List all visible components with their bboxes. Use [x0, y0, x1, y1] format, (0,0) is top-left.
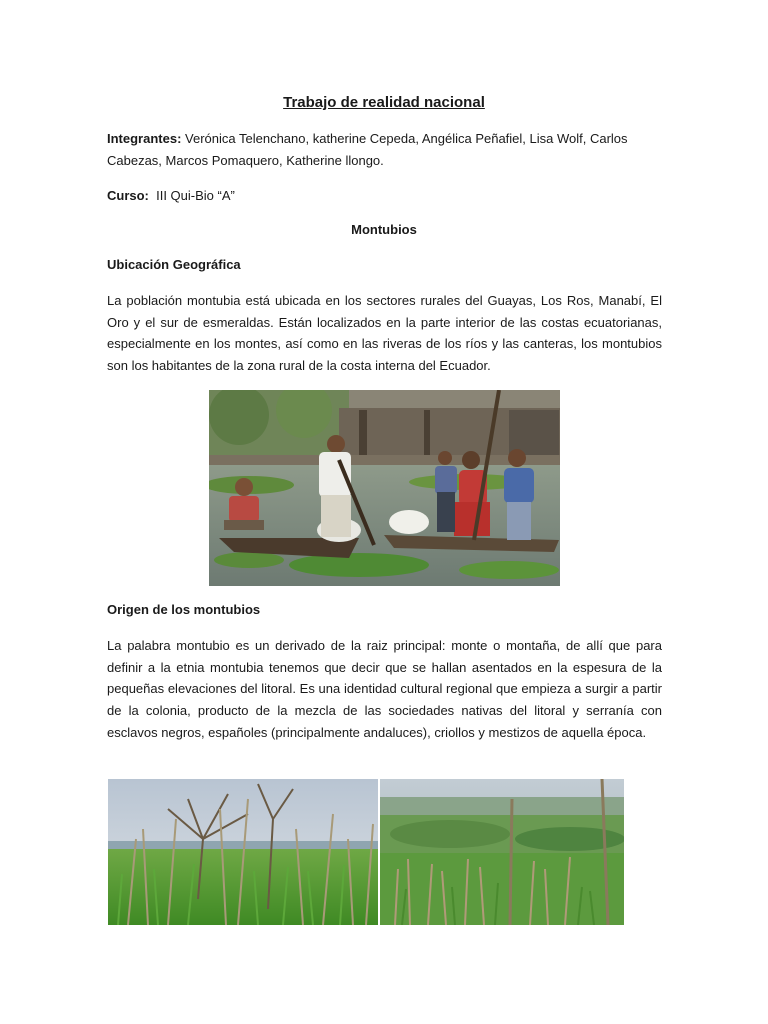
curso-label: Curso: — [107, 188, 149, 203]
grassland-trees-photo — [108, 779, 378, 925]
field-stalks-photo — [380, 779, 624, 925]
section-title: Montubios — [351, 222, 417, 237]
ubicacion-heading: Ubicación Geográfica — [107, 257, 241, 272]
origen-paragraph: La palabra montubio es un derivado de la raiz principal: monte o montaña, de allí que para definir a la etnia montubia tenemos que decir que se hallan asentados en la espesura de la pequeñas elevaciones del litoral. Es una identidad cultural regional que empieza a surgir a partir de la colonia, producto de la mezcla de las sociedades nativas del litoral y serranía con esclavos negros, españoles (principalmente andaluces), criollos y mestizos de aquella época. — [107, 638, 662, 740]
integrantes-paragraph — [107, 128, 662, 171]
canoe-river-photo — [209, 390, 560, 586]
integrantes-text: Verónica Telenchano, katherine Cepeda, Angélica Peñafiel, Lisa Wolf, Carlos Cabezas, Marcos Pomaquero, Katherine llongo. — [107, 131, 628, 168]
curso-text: III Qui-Bio “A” — [148, 188, 235, 203]
origen-heading: Origen de los montubios — [107, 602, 261, 617]
ubicacion-paragraph: La población montubia está ubicada en los sectores rurales del Guayas, Los Ros, Manabí, El Oro y el sur de esmeraldas. Están localizados en la parte interior de las costas ecuatorianas, especialmente en los montes, así como en las riveras de los ríos y las canteras, los montubios son los habitantes de la zona rural de la costa interna del Ecuador. — [107, 293, 662, 374]
curso-paragraph — [107, 185, 662, 207]
document-title: Trabajo de realidad nacional — [283, 94, 485, 111]
integrantes-label: Integrantes: — [107, 131, 182, 146]
